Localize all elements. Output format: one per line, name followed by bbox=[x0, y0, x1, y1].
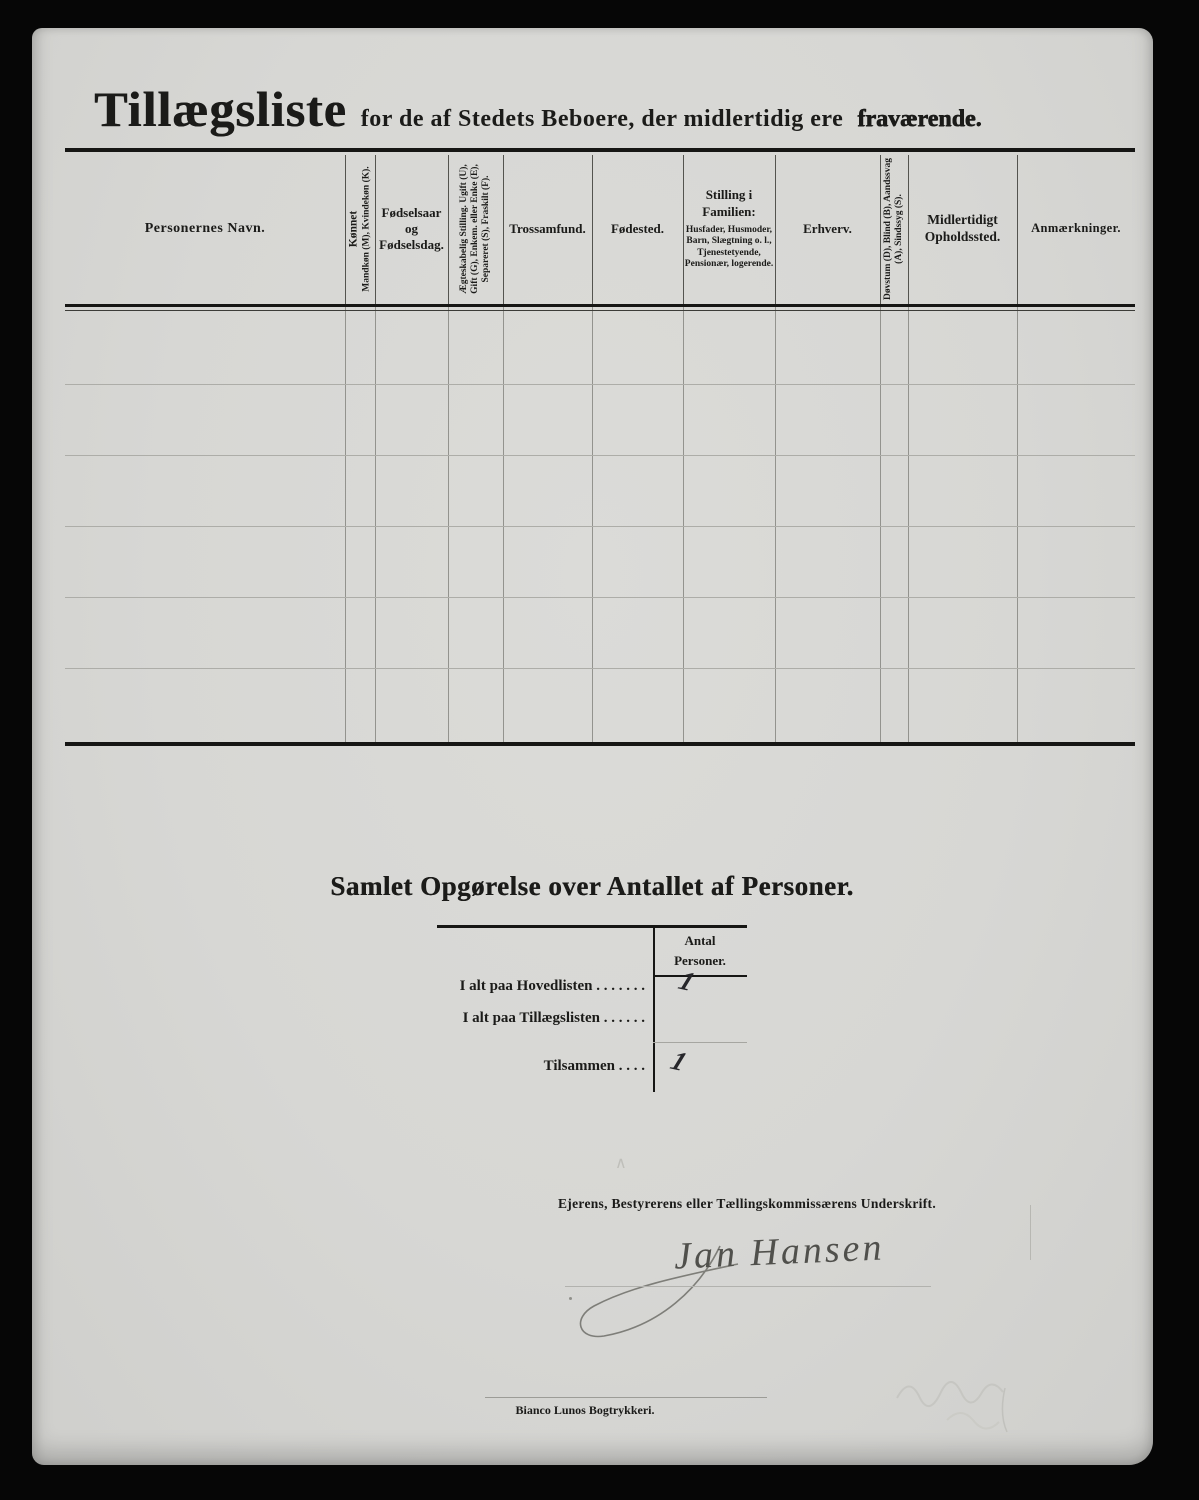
col-header-label: Trossamfund. bbox=[509, 220, 586, 236]
col-header-trossamfund bbox=[503, 155, 592, 303]
col-header-label: Midlertidigt Opholdssted. bbox=[924, 212, 1001, 244]
page-title bbox=[94, 80, 981, 138]
col-header-label: Døvstum (D), Blind (B), Aandssvag (A), Sindssyg (S). bbox=[882, 158, 904, 300]
ink-bleed-mark: ∧ bbox=[615, 1155, 627, 1172]
ink-bleed-mark bbox=[887, 1358, 1107, 1448]
summary-top-rule bbox=[437, 925, 747, 928]
summary-faint-rule bbox=[653, 1042, 747, 1043]
col-header-label: Ægteskabelig Stilling. Ugift (U), Gift (G), Enkem. eller Enke (E), Separeret (S), Fraskilt (F). bbox=[459, 164, 492, 294]
col-header-foedselsaar bbox=[375, 155, 448, 303]
column-divider bbox=[345, 307, 346, 742]
col-header-label: Personernes Navn. bbox=[144, 221, 266, 237]
row-line bbox=[65, 384, 1135, 385]
column-divider bbox=[503, 307, 504, 742]
hovedlisten-value: 1 bbox=[674, 965, 700, 997]
header-rule bbox=[65, 304, 1135, 307]
col-header-label: Anmærkninger. bbox=[1031, 221, 1121, 236]
personer-label: Personer. bbox=[674, 952, 726, 968]
header-rule-thin bbox=[65, 310, 1135, 311]
column-divider bbox=[448, 307, 449, 742]
row-line bbox=[65, 455, 1135, 456]
col-header-stilling-i-familien bbox=[683, 155, 775, 303]
col-header-foedested bbox=[592, 155, 683, 303]
col-header-erhverv bbox=[775, 155, 880, 303]
page-title-main: Tillægsliste bbox=[94, 81, 347, 137]
row-line bbox=[65, 526, 1135, 527]
row-line bbox=[65, 668, 1135, 669]
summary-header-rule bbox=[653, 975, 747, 977]
row-line bbox=[65, 597, 1135, 598]
col-header-midlertidigt-opholdssted bbox=[908, 155, 1017, 303]
column-divider bbox=[448, 155, 449, 307]
tilsammen-row-label: Tilsammen . . . . bbox=[543, 1058, 645, 1074]
col-header-label: Fødested. bbox=[610, 220, 665, 236]
title-rule bbox=[65, 148, 1135, 152]
imprint-rule bbox=[485, 1397, 767, 1398]
col-header-koennet bbox=[348, 156, 373, 302]
signature-underline bbox=[565, 1286, 931, 1287]
page-title-emphasis: fraværende. bbox=[857, 106, 982, 132]
tilsammen-value: 1 bbox=[666, 1045, 692, 1077]
col-header-sublabel: Mandkøn (M), Kvindekøn (K). bbox=[361, 166, 372, 292]
antal-personer-header bbox=[653, 931, 747, 970]
column-divider bbox=[683, 307, 684, 742]
tillaegslisten-row-label: I alt paa Tillægslisten . . . . . . bbox=[462, 1010, 645, 1026]
scan-artifact-line bbox=[1030, 1205, 1031, 1260]
signature-caption: Ejerens, Bestyrerens eller Tællingskommissærens Underskrift. bbox=[558, 1196, 936, 1211]
antal-label: Antal bbox=[684, 933, 716, 948]
col-header-label: Fødselsaar og Fødselsdag. bbox=[379, 204, 444, 253]
hovedlisten-row-label: I alt paa Hovedlisten . . . . . . . bbox=[459, 978, 645, 994]
column-divider bbox=[345, 155, 346, 307]
col-header-label: Stilling i Familien: bbox=[702, 187, 756, 219]
col-header-anmaerkninger bbox=[1017, 155, 1135, 303]
column-divider bbox=[880, 155, 881, 307]
col-header-doevstum bbox=[883, 156, 905, 302]
column-divider bbox=[775, 307, 776, 742]
column-divider bbox=[375, 307, 376, 742]
column-divider bbox=[1017, 307, 1018, 742]
col-header-sublabel: Husfader, Husmoder, Barn, Slægtning o. l., Tjenestetyende, Pensionær, logerende. bbox=[684, 224, 774, 270]
col-header-label: Kønnet bbox=[347, 210, 360, 248]
col-header-label: Erhverv. bbox=[803, 220, 852, 236]
column-divider bbox=[592, 307, 593, 742]
census-form-page bbox=[32, 28, 1153, 1465]
page-title-qualifier: for de af Stedets Beboere, der midlertidig ere bbox=[360, 106, 844, 132]
col-header-aegteskabelig-stilling bbox=[459, 156, 493, 302]
column-divider bbox=[880, 307, 881, 742]
summary-heading: Samlet Opgørelse over Antallet af Personer. bbox=[330, 871, 854, 901]
table-bottom-rule bbox=[65, 742, 1135, 746]
column-divider bbox=[908, 307, 909, 742]
signature: Jan Hansen bbox=[673, 1226, 886, 1278]
col-header-personernes-navn bbox=[65, 155, 345, 303]
printer-imprint: Bianco Lunos Bogtrykkeri. bbox=[515, 1403, 655, 1417]
